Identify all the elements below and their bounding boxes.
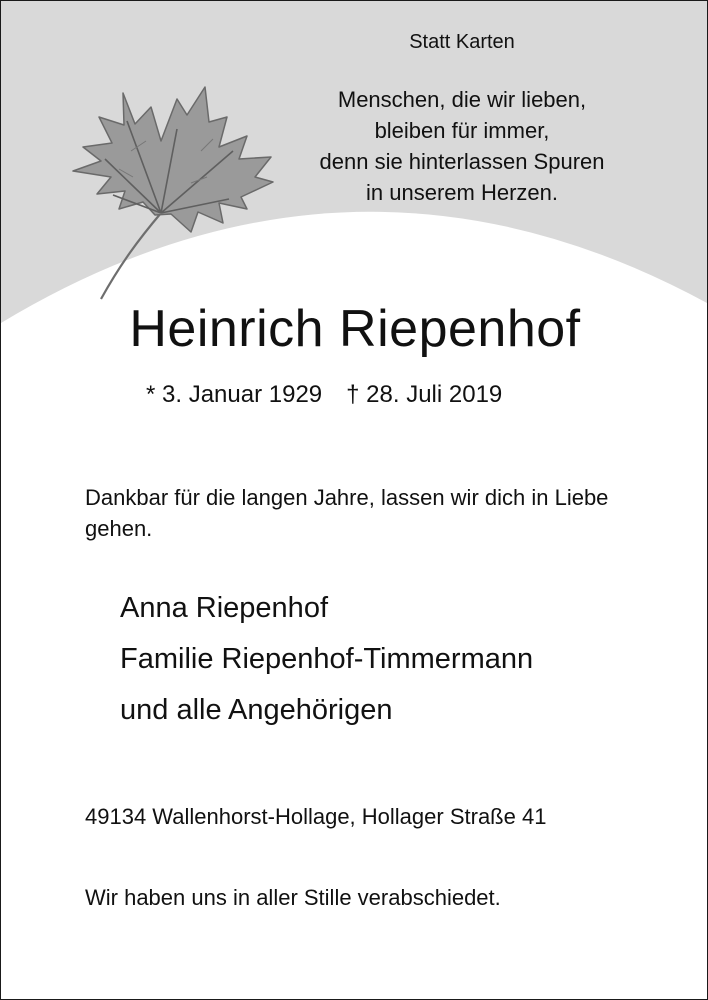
closing-note: Wir haben uns in aller Stille verabschiedet. [85, 885, 501, 910]
life-dates [146, 381, 502, 409]
deceased-name: Heinrich Riepenhof [129, 300, 581, 358]
death-date: † 28. Juli 2019 [346, 381, 503, 408]
poem-line: in unserem Herzen. [366, 180, 558, 205]
address: 49134 Wallenhorst-Hollage, Hollager Straße 41 [85, 804, 547, 829]
mourner-name: und alle Angehörigen [120, 694, 393, 726]
mourner-name: Anna Riepenhof [120, 592, 328, 624]
gratitude-text: Dankbar für die langen Jahre, lassen wir dich in Liebe gehen. [85, 485, 609, 541]
poem [1, 84, 708, 208]
mourners-list [120, 583, 533, 736]
birth-date: * 3. Januar 1929 [146, 381, 323, 408]
poem-line: Menschen, die wir lieben, [337, 87, 587, 112]
poem-line: bleiben für immer, [374, 118, 550, 143]
mourner-name: Familie Riepenhof-Timmermann [120, 643, 534, 675]
header-label: Statt Karten [409, 31, 515, 53]
poem-line: denn sie hinterlassen Spuren [319, 149, 605, 174]
